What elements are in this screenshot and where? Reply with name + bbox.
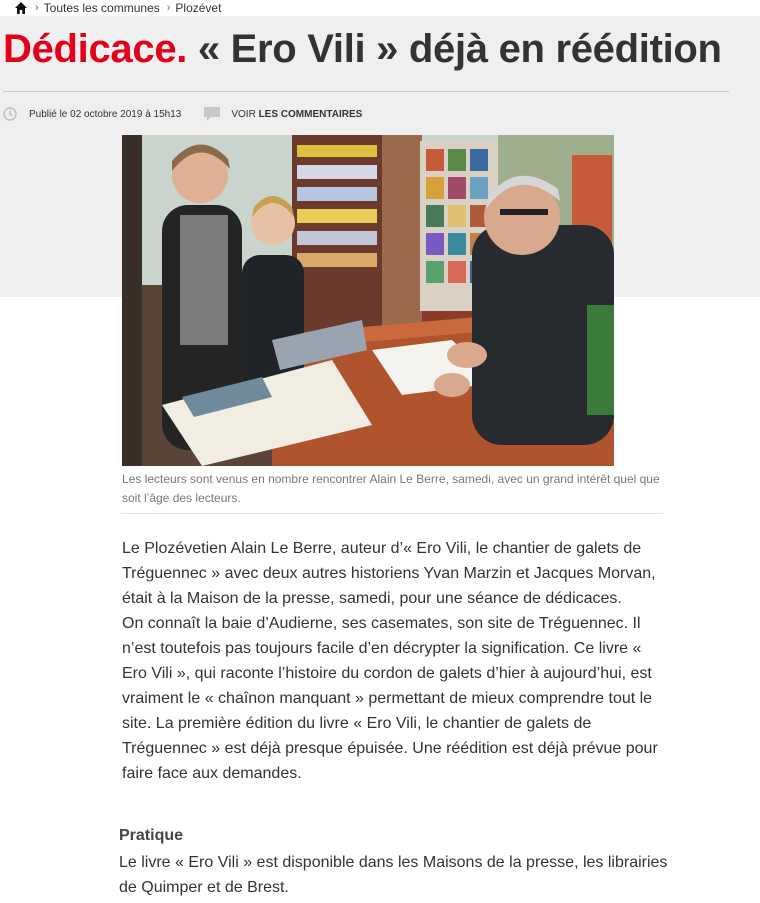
publish-date: Publié le 02 octobre 2019 à 15h13 bbox=[29, 108, 182, 120]
breadcrumb-link-plozevet[interactable]: Plozévet bbox=[175, 1, 222, 15]
article-meta bbox=[3, 104, 362, 124]
title-headline: « Ero Vili » déjà en réédition bbox=[197, 27, 722, 71]
title-kicker: Dédicace. bbox=[3, 27, 188, 71]
home-icon[interactable] bbox=[14, 1, 28, 15]
view-comments-label: LES COMMENTAIRES bbox=[258, 108, 363, 120]
article-paragraph: On connaît la baie d’Audierne, ses casemates, son site de Tréguennec. Il n’est toutefois pas toujours facile d’en décrypter la signification. Ce livre « Ero Vili », qui raconte l’histoire du cordon de galets d’hier à aujourd’hui, est vraiment le « chaînon manquant » permettant de mieux comprendre tout le site. La première édition du livre « Ero Vili, le chantier de galets de Tréguennec » est déjà presque épuisée. Une réédition est déjà prévue pour faire face aux demandes. bbox=[122, 615, 658, 782]
photo-illustration bbox=[122, 135, 614, 466]
article-photo bbox=[122, 135, 614, 466]
view-comments-prefix: VOIR bbox=[231, 108, 256, 120]
chevron-right-icon: › bbox=[166, 2, 171, 14]
caption-divider bbox=[122, 513, 662, 514]
article-paragraph: Le Plozévetien Alain Le Berre, auteur d’« Ero Vili, le chantier de galets de Tréguennec » avec deux autres historiens Yvan Marzin et Jacques Morvan, était à la Maison de la presse, samedi, pour une séance de dédicaces. bbox=[122, 540, 656, 607]
breadcrumb bbox=[14, 0, 221, 16]
page-title bbox=[3, 24, 722, 74]
view-comments-link[interactable] bbox=[231, 109, 362, 120]
title-divider bbox=[3, 91, 729, 92]
chevron-right-icon: › bbox=[35, 2, 39, 14]
comment-icon[interactable] bbox=[203, 105, 221, 123]
photo-caption: Les lecteurs sont venus en nombre rencontrer Alain Le Berre, samedi, avec un grand intérêt quel que soit l’âge des lecteurs. bbox=[122, 472, 660, 505]
pratique-heading: Pratique bbox=[119, 827, 184, 844]
pratique-text: Le livre « Ero Vili » est disponible dans les Maisons de la presse, les librairies de Quimper et de Brest. bbox=[119, 854, 668, 896]
clock-icon bbox=[3, 107, 17, 121]
article-body bbox=[122, 536, 667, 786]
breadcrumb-link-communes[interactable]: Toutes les communes bbox=[43, 1, 160, 15]
